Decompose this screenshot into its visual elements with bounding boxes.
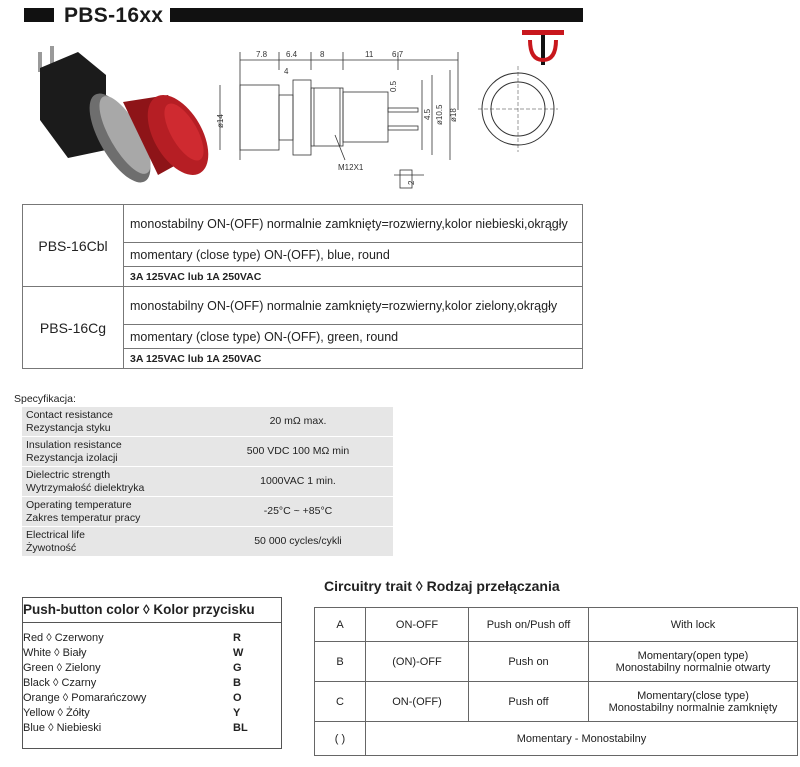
circuit-type: (ON)-OFF xyxy=(366,642,469,682)
dim-4: 4 xyxy=(284,67,289,76)
front-view xyxy=(478,64,558,154)
product-desc-en: momentary (close type) ON-(OFF), green, round xyxy=(124,325,583,349)
circuit-action: Push on xyxy=(469,642,589,682)
product-model: PBS-16Cbl xyxy=(23,205,124,287)
product-table xyxy=(22,204,583,369)
circuit-code: ( ) xyxy=(315,722,366,756)
product-desc-pl: monostabilny ON-(OFF) normalnie zamknięty=rozwierny,kolor niebieski,okrągły xyxy=(124,205,583,243)
product-photo xyxy=(28,40,213,185)
circuit-desc: Momentary(open type) Monostabilny normalnie otwarty xyxy=(589,642,798,682)
dim-6-4: 6.4 xyxy=(286,50,298,59)
spec-value: -25°C ~ +85°C xyxy=(203,497,393,527)
color-legend xyxy=(22,597,282,749)
dimension-drawing xyxy=(210,30,470,200)
dim-2: 2 xyxy=(407,180,416,185)
dim-0-5: 0.5 xyxy=(389,80,398,92)
product-rating: 3A 125VAC lub 1A 250VAC xyxy=(124,267,583,287)
dim-7-8: 7.8 xyxy=(256,50,268,59)
color-row: Black ◊ Czarny B xyxy=(23,677,241,689)
circuit-desc: Momentary(close type) Monostabilny normalnie zamknięty xyxy=(589,682,798,722)
circuit-footer-text: Momentary - Monostabilny xyxy=(366,722,798,756)
circuit-type: ON-OFF xyxy=(366,608,469,642)
product-model: PBS-16Cg xyxy=(23,287,124,369)
page-title: PBS-16xx xyxy=(64,4,164,27)
circuitry-table xyxy=(314,607,798,756)
circuitry-title: Circuitry trait ◊ Rodzaj przełączania xyxy=(324,578,560,594)
spec-label: Contact resistance Rezystancja styku xyxy=(22,407,203,437)
color-row: Blue ◊ Niebieski BL xyxy=(23,722,248,734)
dim-phi10-5: ø10.5 xyxy=(435,104,444,125)
color-row: Orange ◊ Pomarańczowy O xyxy=(23,692,242,704)
dim-11: 11 xyxy=(365,50,374,59)
header-bar-right xyxy=(170,8,583,22)
color-row: Green ◊ Zielony G xyxy=(23,662,242,674)
color-row: White ◊ Biały W xyxy=(23,647,244,659)
product-desc-en: momentary (close type) ON-(OFF), blue, round xyxy=(124,243,583,267)
circuit-action: Push on/Push off xyxy=(469,608,589,642)
dim-phi14: ø14 xyxy=(216,114,225,128)
dim-4-5: 4.5 xyxy=(423,108,432,120)
thread-label: M12X1 xyxy=(338,163,364,172)
color-row: Red ◊ Czerwony R xyxy=(23,632,241,644)
circuit-desc: With lock xyxy=(589,608,798,642)
spec-label: Insulation resistance Rezystancja izolacji xyxy=(22,437,203,467)
spec-value: 20 mΩ max. xyxy=(203,407,393,437)
dim-8: 8 xyxy=(320,50,325,59)
dim-6-7: 6.7 xyxy=(392,50,404,59)
color-row: Yellow ◊ Żółty Y xyxy=(23,707,241,719)
header-bar-left xyxy=(24,8,54,22)
circuit-code: B xyxy=(315,642,366,682)
circuit-code: A xyxy=(315,608,366,642)
circuit-code: C xyxy=(315,682,366,722)
spec-value: 500 VDC 100 MΩ min xyxy=(203,437,393,467)
product-desc-pl: monostabilny ON-(OFF) normalnie zamknięty=rozwierny,kolor zielony,okrągły xyxy=(124,287,583,325)
spec-label: Dielectric strength Wytrzymałość dielektryka xyxy=(22,467,203,497)
circuit-action: Push off xyxy=(469,682,589,722)
spec-label: Electrical life Żywotność xyxy=(22,527,203,557)
spec-label: Operating temperature Zakres temperatur pracy xyxy=(22,497,203,527)
brand-logo xyxy=(522,30,572,68)
spec-title: Specyfikacja: xyxy=(14,393,76,405)
product-rating: 3A 125VAC lub 1A 250VAC xyxy=(124,349,583,369)
color-legend-title: Push-button color ◊ Kolor przycisku xyxy=(23,598,281,623)
circuit-type: ON-(OFF) xyxy=(366,682,469,722)
spec-value: 50 000 cycles/cykli xyxy=(203,527,393,557)
spec-table xyxy=(22,407,393,557)
spec-value: 1000VAC 1 min. xyxy=(203,467,393,497)
dim-phi18: ø18 xyxy=(449,108,458,122)
